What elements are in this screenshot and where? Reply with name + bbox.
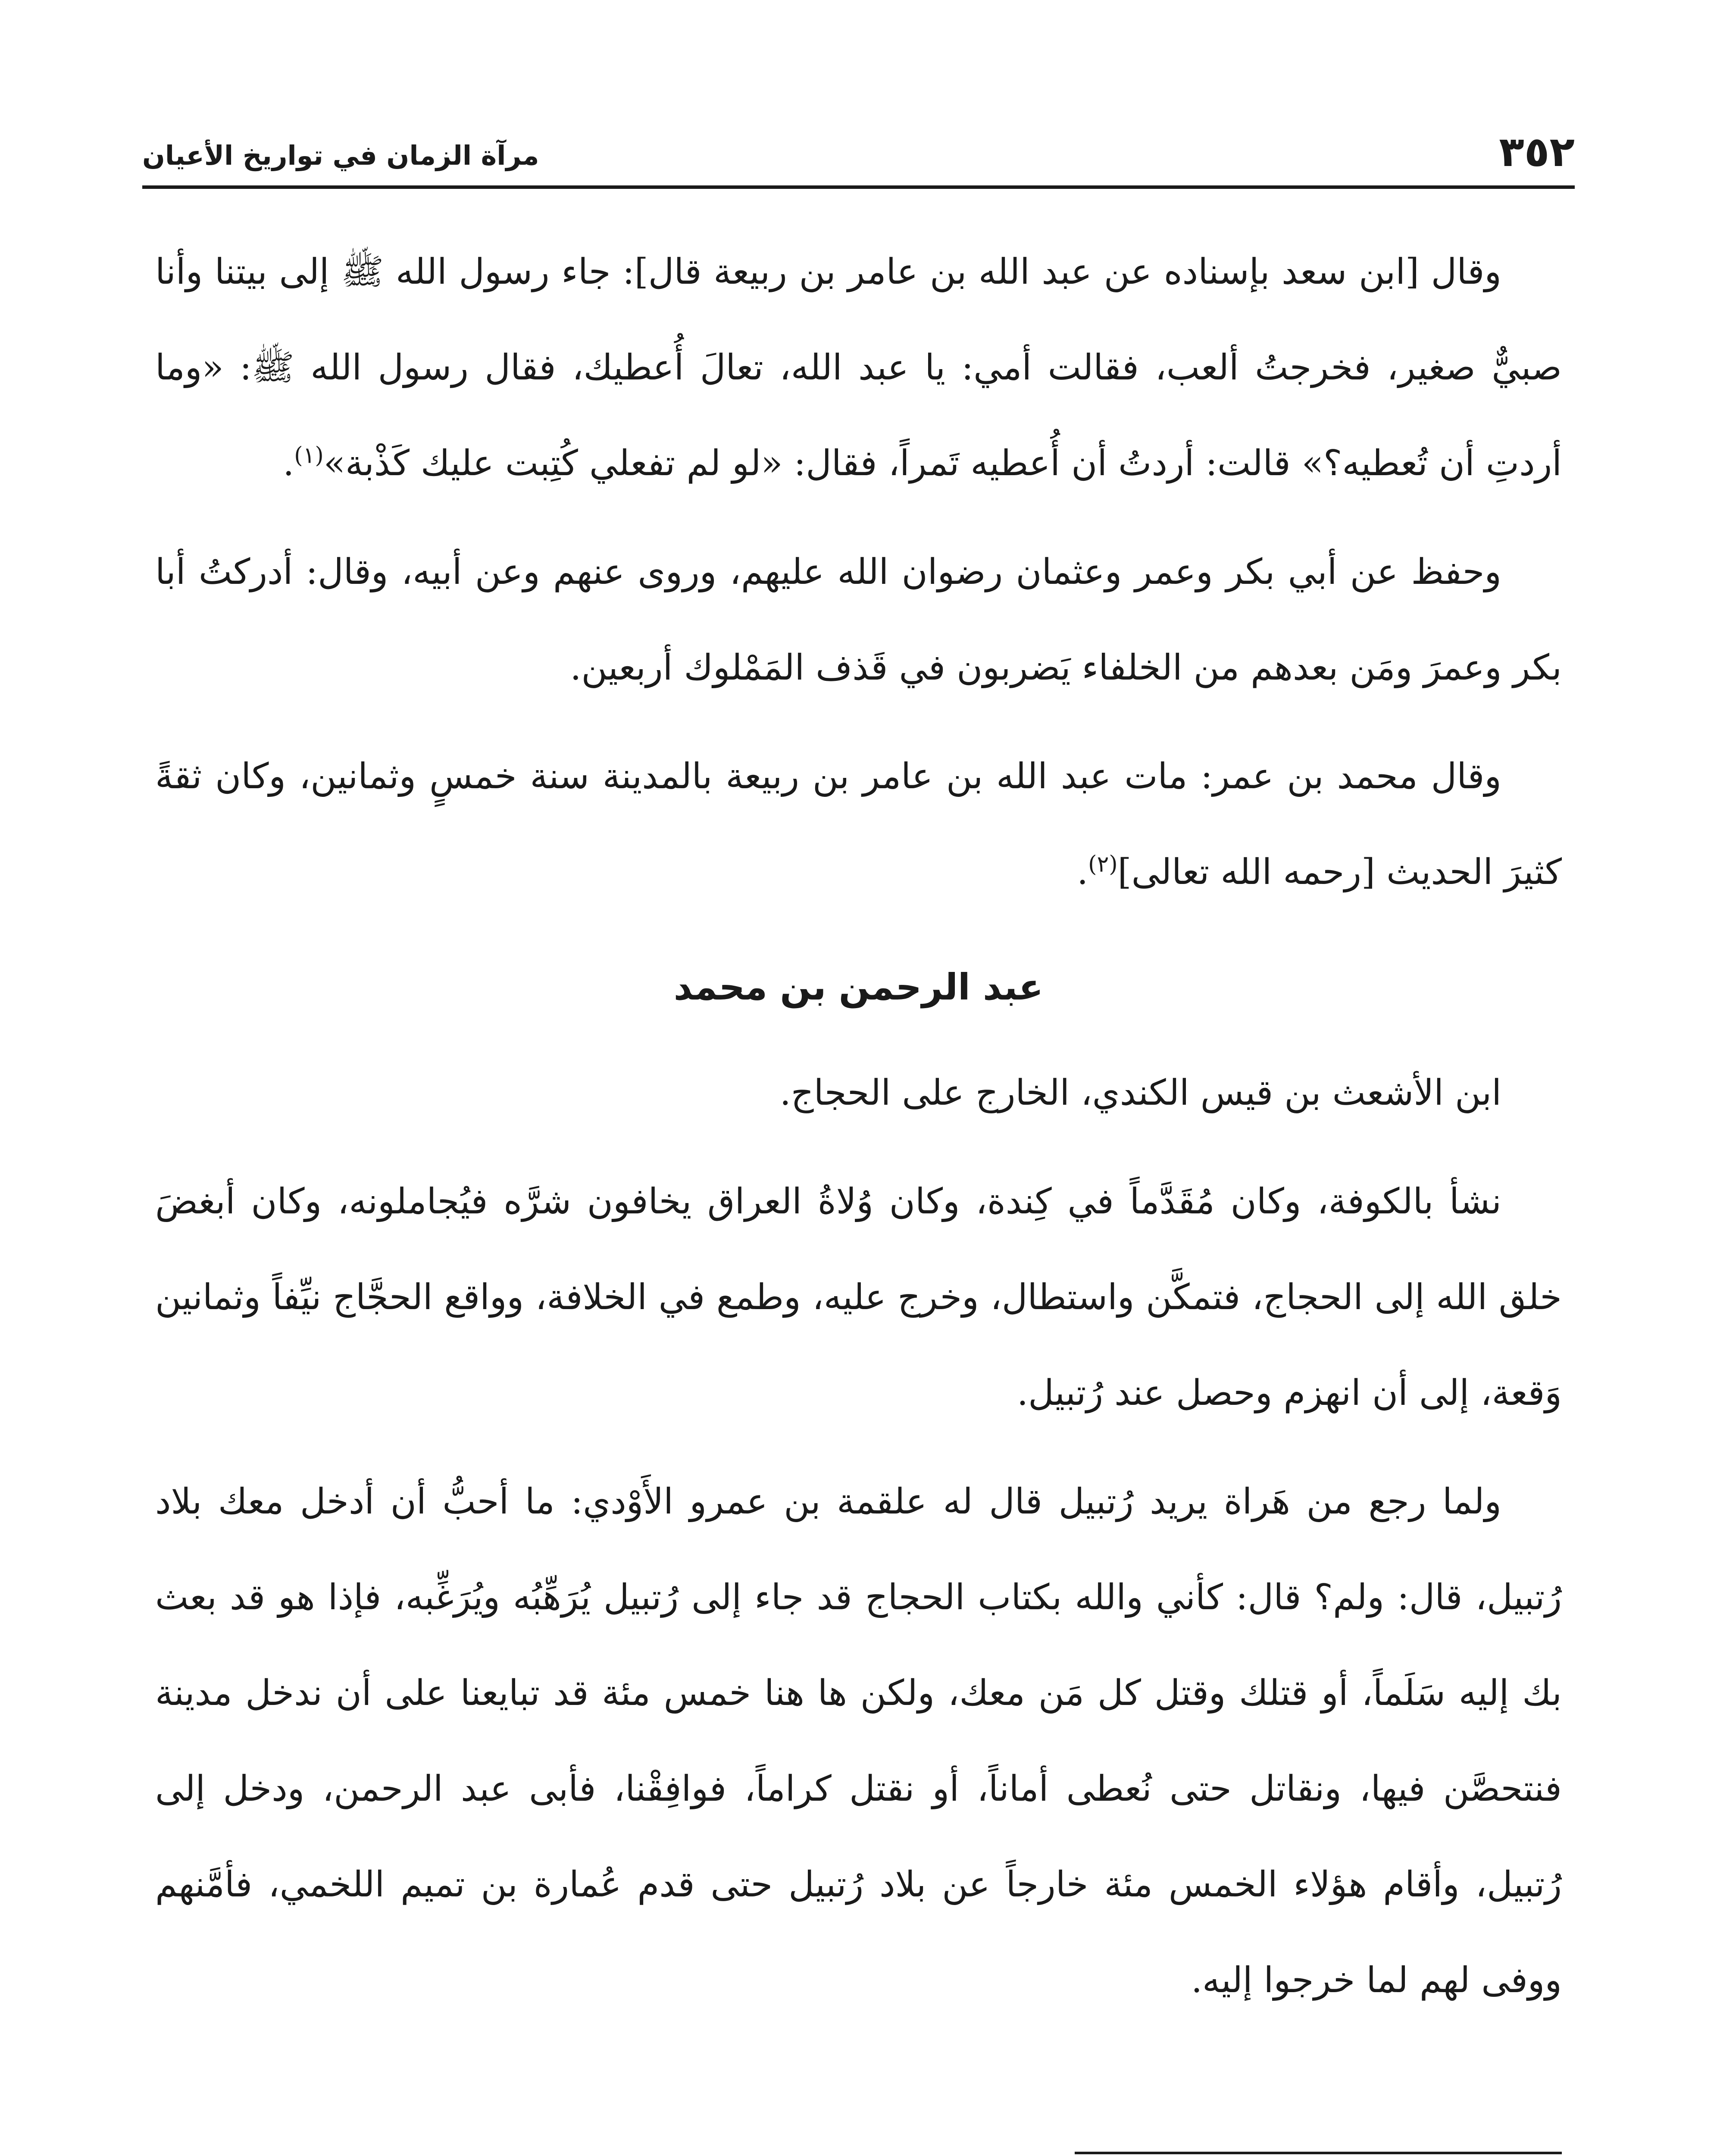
section-heading: عبد الرحمن بن محمد (673, 966, 1044, 1008)
paragraph-text: وقال محمد بن عمر: مات عبد الله بن عامر بن ربيعة بالمدينة سنة خمسٍ وثمانين، وكان ثقةً كثيرَ الحديث [رحمه الله تعالى] (155, 756, 1562, 893)
running-header (142, 108, 1575, 176)
page-number: ٣٥٢ (1499, 128, 1575, 176)
paragraph-3 (155, 729, 1562, 920)
paragraph-2 (155, 524, 1562, 716)
header-rule (142, 185, 1575, 189)
section-paragraph-1: ابن الأشعث بن قيس الكندي، الخارج على الحجاج. (779, 1072, 1501, 1113)
main-text (155, 224, 1562, 2041)
running-title: مرآة الزمان في تواريخ الأعيان (142, 140, 539, 171)
paragraph-text: وحفظ عن أبي بكر وعمر وعثمان رضوان الله عليهم، وروى عنهم وعن أبيه، وقال: أدركتُ أبا بكر وعمرَ ومَن بعدهم من الخلفاء يَضربون في قَذف المَمْلوك أربعين. (155, 552, 1562, 688)
footnote-rule (1075, 2152, 1562, 2154)
paragraph-end: . (283, 443, 294, 484)
section-paragraph-2: نشأ بالكوفة، وكان مُقَدَّماً في كِندة، وكان وُلاةُ العراق يخافون شرَّه فيُجاملونه، وكان أبغضَ خلق الله إلى الحجاج، فتمكَّن واستطال، وخرج عليه، وطمع في الخلافة، وواقع الحجَّاج نيِّفاً وثمانين وَقعة، إلى أن انهزم وحصل عند رُتبيل. (155, 1181, 1562, 1413)
section-paragraph-3: ولما رجع من هَراة يريد رُتبيل قال له علقمة بن عمرو الأَوْدي: ما أحبُّ أن أدخل معك بلاد رُتبيل، قال: ولم؟ قال: كأني والله بكتاب الحجاج قد جاء إلى رُتبيل يُرَهِّبُه ويُرَغِّبه، فإذا هو قد بعث بك إليه سَلَماً، أو قتلك وقتل كل مَن معك، ولكن ها هنا خمس مئة قد تبايعنا على أن ندخل مدينة فنتحصَّن فيها، ونقاتل حتى نُعطى أماناً، أو نقتل كراماً، فوافِقْنا، فأبى عبد الرحمن، ودخل إلى رُتبيل، وأقام هؤلاء الخمس مئة خارجاً عن بلاد رُتبيل حتى قدم عُمارة بن تميم اللخمي، فأمَّنهم ووفى لهم لما خرجوا إليه. (155, 1481, 1562, 2001)
footnote-ref-2[interactable]: (٢) (1088, 851, 1118, 877)
paragraph-text: وقال [ابن سعد بإسناده عن عبد الله بن عامر بن ربيعة قال]: جاء رسول الله ﷺ إلى بيتنا وأنا صبيٌّ صغير، فخرجتُ ألعب، فقالت أمي: يا عبد الله، تعالَ أُعطيك، فقال رسول الله ﷺ: «وما أردتِ أن تُعطيه؟» قالت: أردتُ أن أُعطيه تَمراً، فقال: «لو لم تفعلي كُتِبت عليك كَذْبة» (155, 251, 1562, 484)
paragraph-1 (155, 224, 1562, 511)
paragraph-end: . (1077, 852, 1088, 893)
footnote-ref-1[interactable]: (١) (294, 442, 324, 469)
